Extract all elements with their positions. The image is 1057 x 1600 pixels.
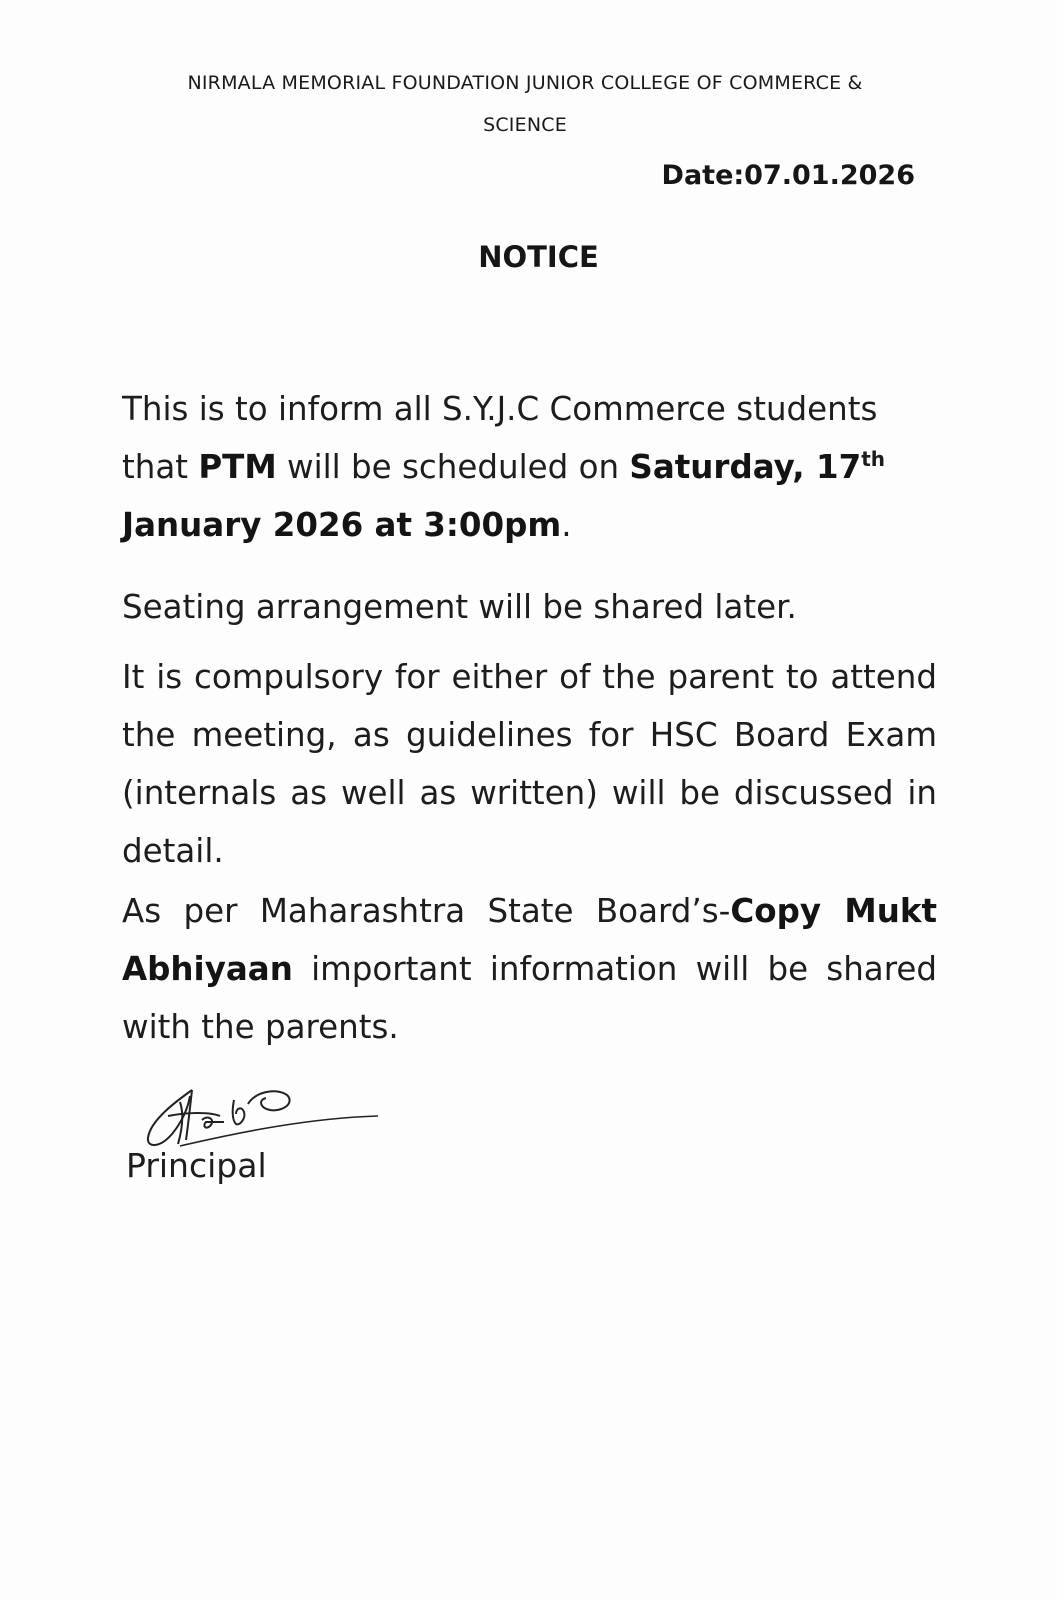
ptm-date-day: Saturday, 17 xyxy=(629,448,862,486)
signatory-title: Principal xyxy=(126,1146,267,1185)
ptm-date-suffix: th xyxy=(861,447,886,472)
ptm-label: PTM xyxy=(198,448,277,486)
notice-date: Date:07.01.2026 xyxy=(661,160,915,191)
paragraph1-text-b: will be scheduled on xyxy=(276,448,630,486)
paragraph-seating: Seating arrangement will be shared later. xyxy=(122,588,797,626)
notice-heading: NOTICE xyxy=(478,240,599,274)
institution-name xyxy=(90,62,960,146)
paragraph4-text-a: As per Maharashtra State Board’s- xyxy=(122,892,731,930)
institution-name-line2: SCIENCE xyxy=(483,114,567,136)
paragraph1-end: . xyxy=(561,506,572,544)
ptm-date-time: January 2026 at 3:00pm xyxy=(122,506,562,544)
paragraph-ptm-announcement xyxy=(122,380,937,554)
handwritten-signature-icon xyxy=(140,1060,390,1160)
paragraph1-text-a: This is to inform all S.Y.J.C Commerce students that xyxy=(122,390,878,486)
paragraph-compulsory-attendance: It is compulsory for either of the parent to attend the meeting, as guidelines for HSC Board Exam (internals as well as written) will be discussed in detail. xyxy=(122,658,937,870)
institution-name-line1: NIRMALA MEMORIAL FOUNDATION JUNIOR COLLEGE OF COMMERCE & xyxy=(187,72,863,94)
paragraph4-text-b: important information will be shared with the parents. xyxy=(122,950,937,1046)
copy-mukt-abhiyaan: Copy Mukt Abhiyaan xyxy=(122,892,937,988)
paragraph-copy-mukt xyxy=(122,882,937,1056)
